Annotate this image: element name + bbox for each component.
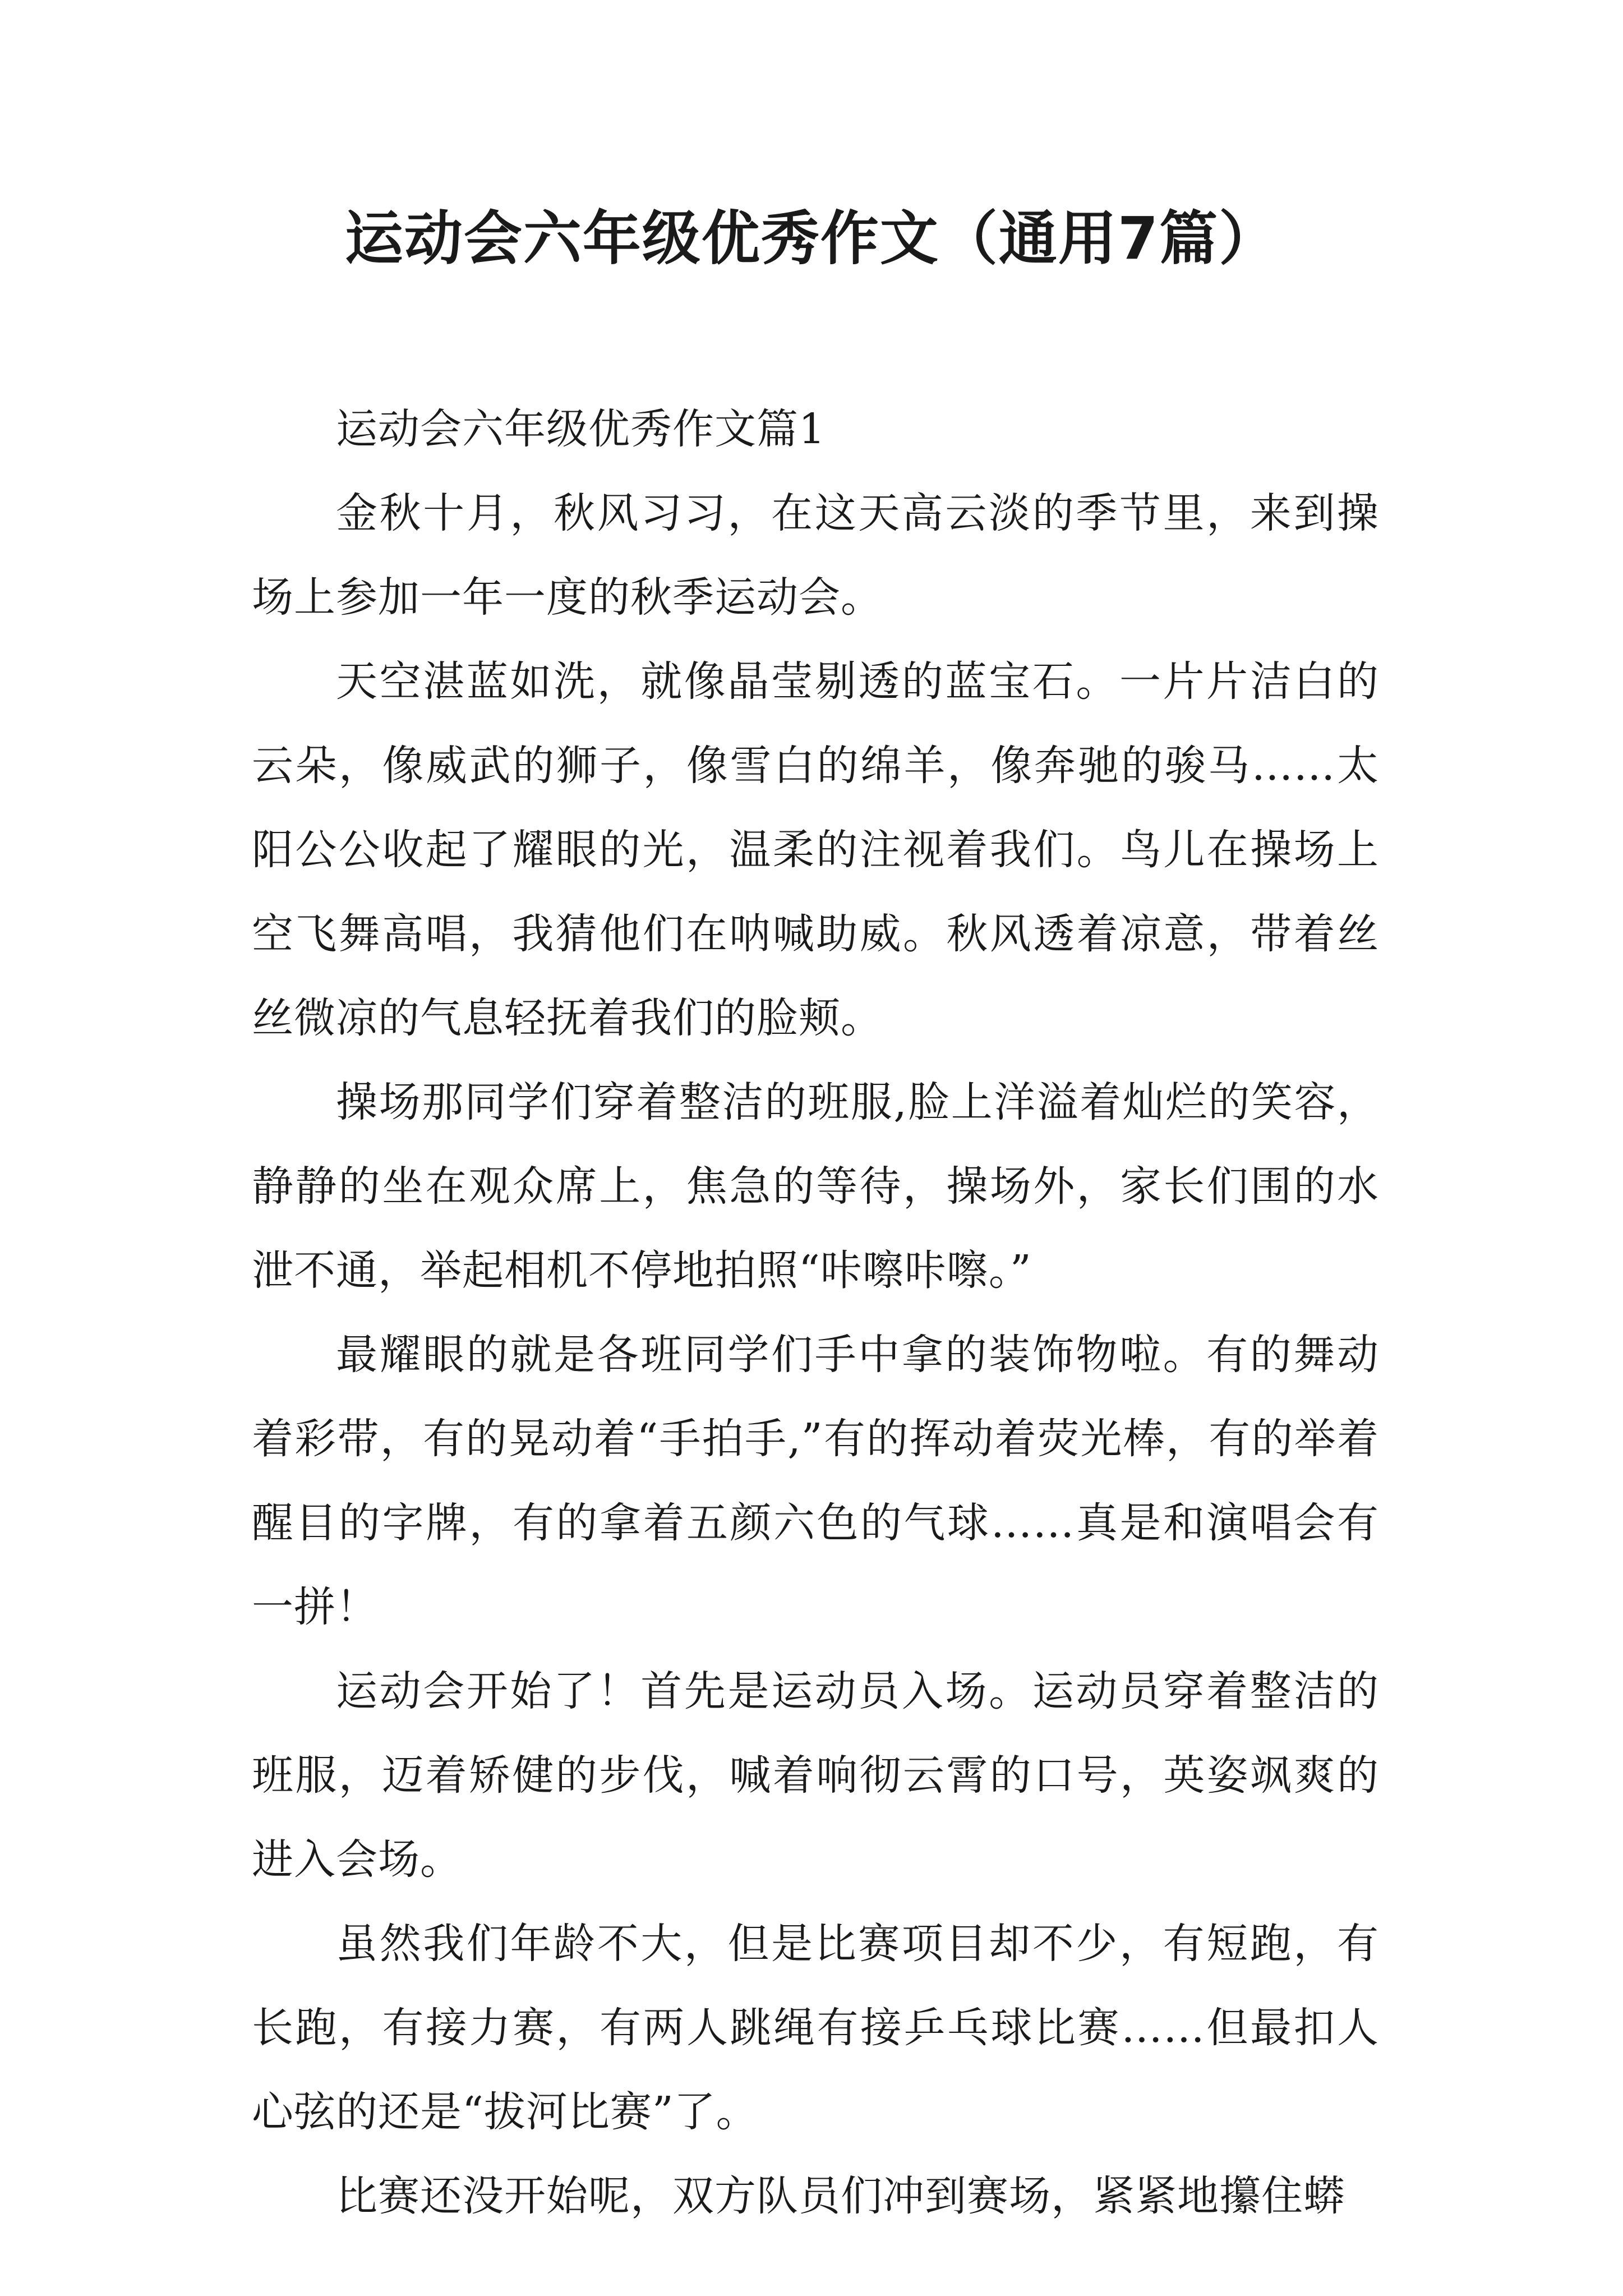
paragraph: 操场那同学们穿着整洁的班服,脸上洋溢着灿烂的笑容，静静的坐在观众席上，焦急的等待，操场外，家长们围的水泄不通，举起相机不停地拍照“咔嚓咔嚓。” (252, 1078, 1379, 1295)
document-body (252, 387, 1379, 2238)
paragraph: 最耀眼的就是各班同学们手中拿的装饰物啦。有的舞动着彩带，有的晃动着“手拍手,”有的挥动着荧光棒，有的举着醒目的字牌，有的拿着五颜六色的气球……真是和演唱会有一拼！ (252, 1331, 1379, 1631)
paragraph: 运动会开始了！首先是运动员入场。运动员穿着整洁的班服，迈着矫健的步伐，喊着响彻云霄的口号，英姿飒爽的进入会场。 (252, 1667, 1379, 1884)
section-heading: 运动会六年级优秀作文篇1 (336, 405, 826, 453)
paragraph: 金秋十月，秋风习习，在这天高云淡的季节里，来到操场上参加一年一度的秋季运动会。 (252, 489, 1379, 622)
paragraph: 天空湛蓝如洗，就像晶莹剔透的蓝宝石。一片片洁白的云朵，像威武的狮子，像雪白的绵羊，像奔驰的骏马……太阳公公收起了耀眼的光，温柔的注视着我们。鸟儿在操场上空飞舞高唱，我猜他们在呐喊助威。秋风透着凉意，带着丝丝微凉的气息轻抚着我们的脸颊。 (252, 657, 1379, 1042)
document-title: 运动会六年级优秀作文（通用7篇） (344, 204, 1279, 273)
paragraph: 虽然我们年龄不大，但是比赛项目却不少，有短跑，有长跑，有接力赛，有两人跳绳有接乒乓球比赛……但最扣人心弦的还是“拔河比赛”了。 (252, 1920, 1379, 2136)
paragraph: 比赛还没开始呢，双方队员们冲到赛场，紧紧地攥住蟒 (336, 2172, 1345, 2220)
